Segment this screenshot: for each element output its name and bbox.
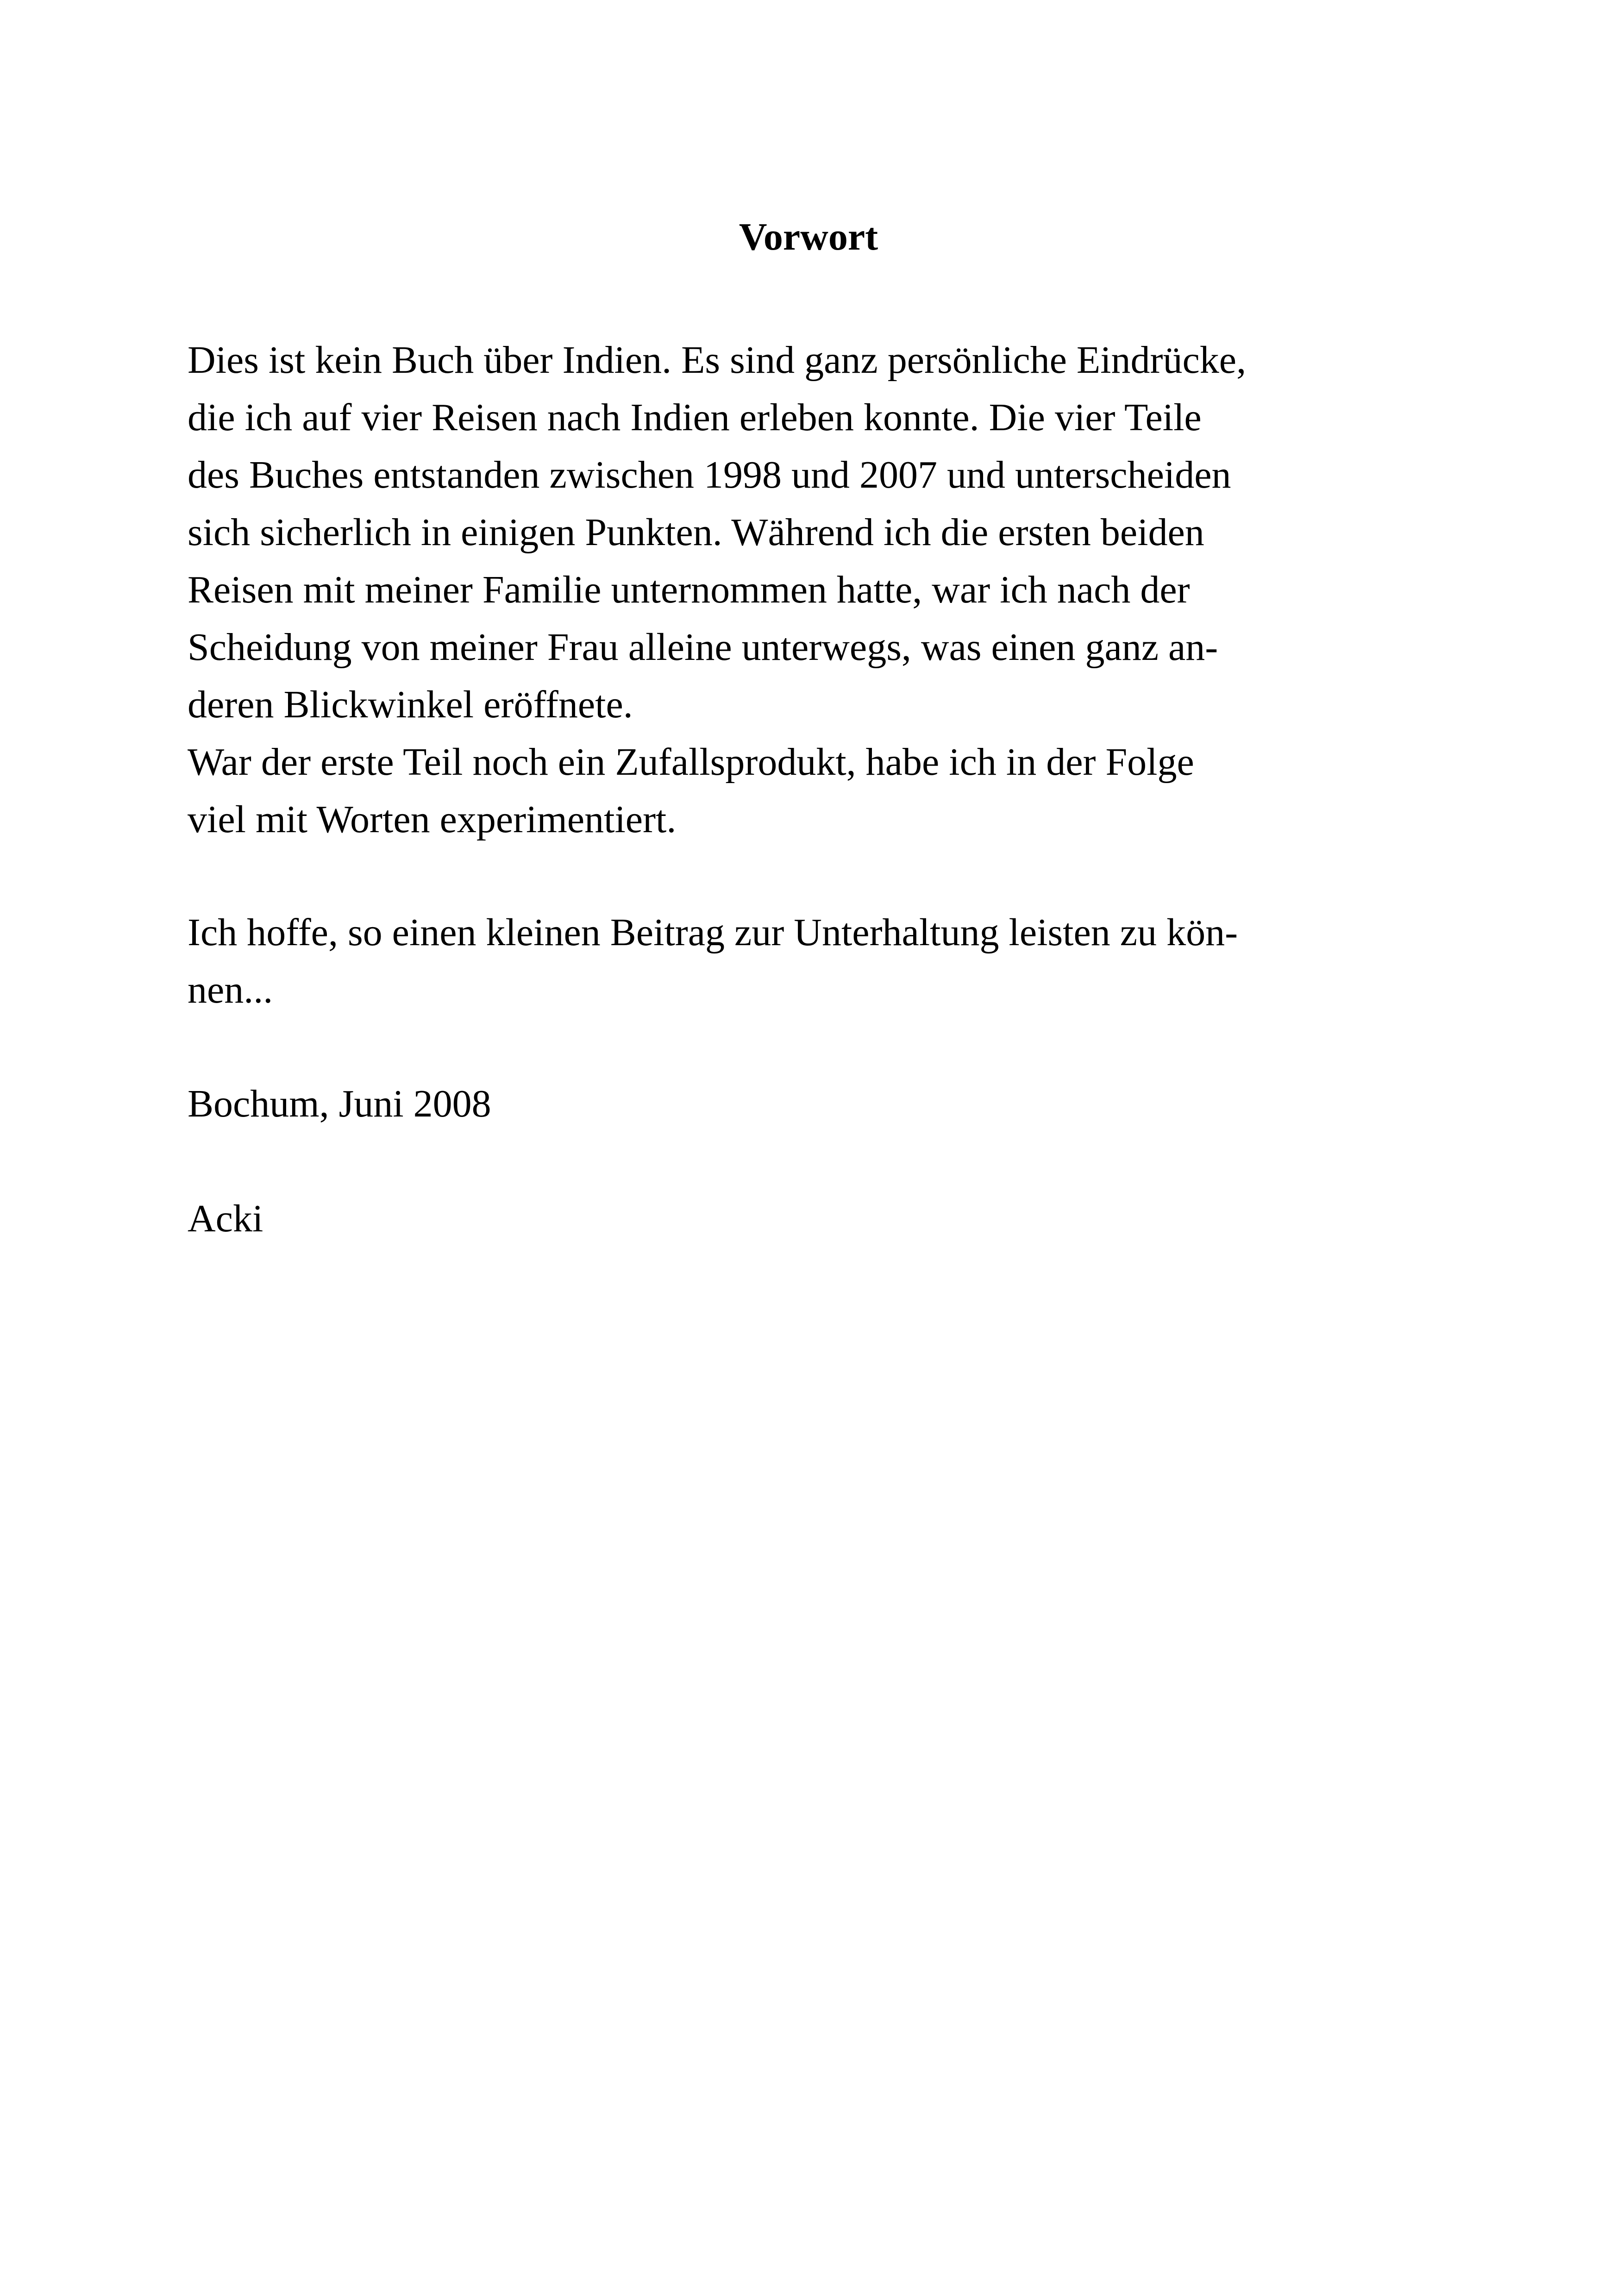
text-line: War der erste Teil noch ein Zufallsprodukt, habe ich in der Folge <box>188 740 1194 784</box>
place-date: Bochum, Juni 2008 <box>188 1082 491 1125</box>
text-line: des Buches entstanden zwischen 1998 und 2007 und unterscheiden <box>188 453 1231 496</box>
text-line: sich sicherlich in einigen Punkten. Während ich die ersten beiden <box>188 511 1204 554</box>
page-title: Vorwort <box>739 215 878 258</box>
author-signature: Acki <box>188 1197 263 1240</box>
text-line: Scheidung von meiner Frau alleine unterwegs, was einen ganz an- <box>188 626 1218 669</box>
text-line: nen... <box>188 968 273 1011</box>
text-line: deren Blickwinkel eröffnete. <box>188 683 633 726</box>
text-line: viel mit Worten experimentiert. <box>188 798 677 841</box>
text-line: Dies ist kein Buch über Indien. Es sind ganz persönliche Eindrücke, <box>188 339 1247 382</box>
text-line: die ich auf vier Reisen nach Indien erleben konnte. Die vier Teile <box>188 396 1202 439</box>
paragraph-intro <box>188 332 1466 848</box>
paragraph-hope <box>188 904 1466 1019</box>
text-line: Reisen mit meiner Familie unternommen hatte, war ich nach der <box>188 568 1190 611</box>
text-line: Ich hoffe, so einen kleinen Beitrag zur Unterhaltung leisten zu kön- <box>188 911 1238 954</box>
